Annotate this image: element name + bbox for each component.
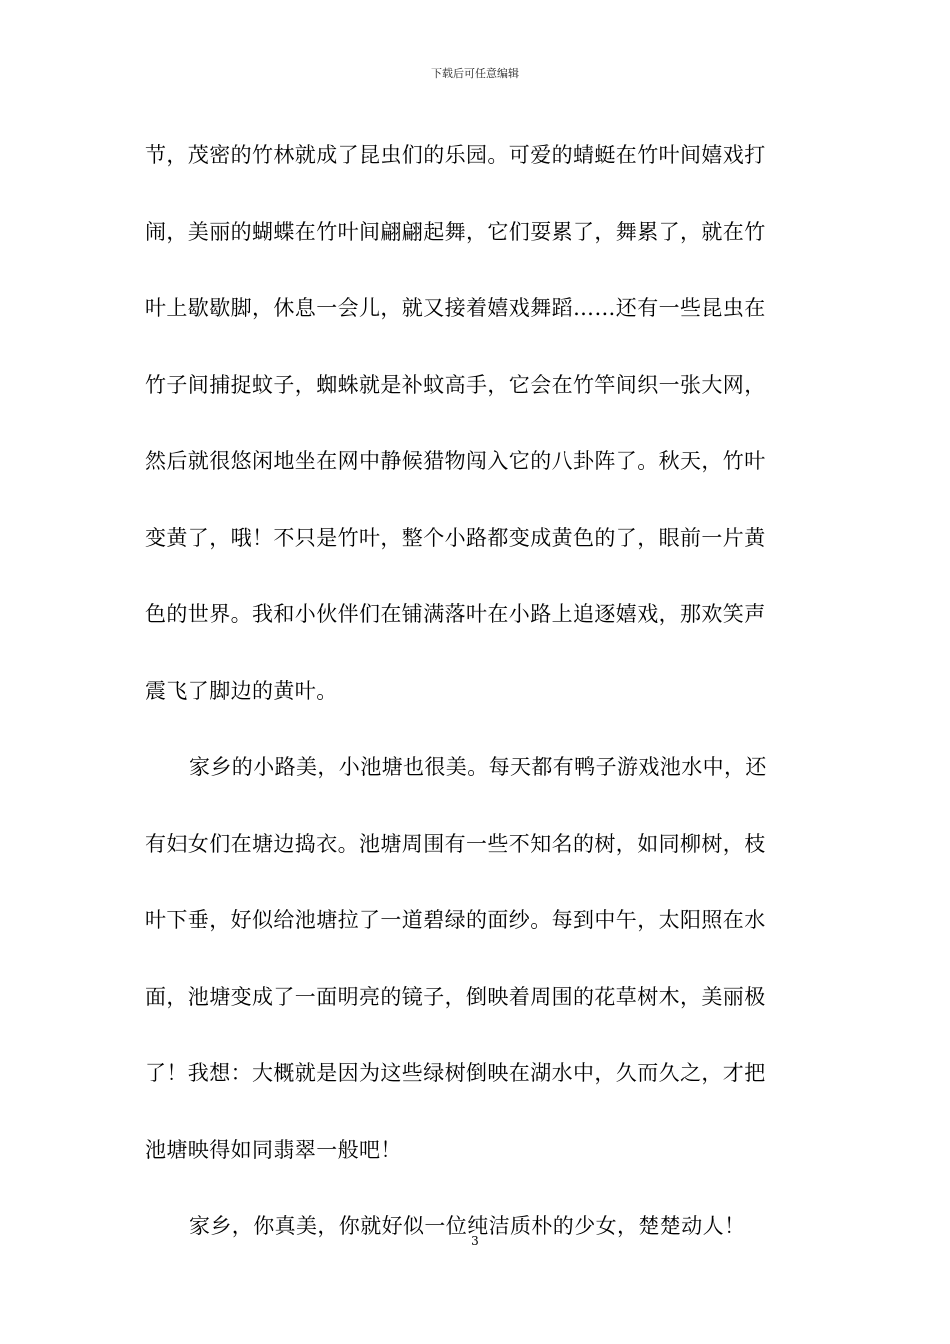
text-line: 叶下垂，好似给池塘拉了一道碧绿的面纱。每到中午，太阳照在水 [145,908,766,932]
text-line: 变黄了，哦！不只是竹叶，整个小路都变成黄色的了，眼前一片黄 [145,525,766,550]
text-line: 了！我想：大概就是因为这些绿树倒映在湖水中，久而久之，才把 [145,1061,766,1085]
paragraph-start-line: 家乡的小路美，小池塘也很美。每天都有鸭子游戏池水中，还 [189,755,767,779]
text-line: 池塘映得如同翡翠一般吧！ [145,1137,402,1162]
text-line: 叶上歇歇脚，休息一会儿，就又接着嬉戏舞蹈……还有一些昆虫在 [145,296,766,320]
paragraph-start-line: 家乡，你真美，你就好似一位纯洁质朴的少女，楚楚动人！ [189,1214,746,1238]
page-number: 3 [471,1234,479,1248]
document-body [145,117,810,1265]
text-line: 竹子间捕捉蚊子，蜘蛛就是补蚊高手，它会在竹竿间织一张大网， [145,372,766,397]
text-line: 然后就很悠闲地坐在网中静候猎物闯入它的八卦阵了。秋天，竹叶 [145,449,766,473]
text-line: 面，池塘变成了一面明亮的镜子，倒映着周围的花草树木，美丽极 [145,984,766,1009]
page-header: 下载后可任意编辑 [431,67,519,80]
text-line: 色的世界。我和小伙伴们在铺满落叶在小路上追逐嬉戏，那欢笑声 [145,602,766,626]
text-line: 节，茂密的竹林就成了昆虫们的乐园。可爱的蜻蜓在竹叶间嬉戏打 [145,143,766,167]
text-line: 闹，美丽的蝴蝶在竹叶间翩翩起舞，它们耍累了，舞累了，就在竹 [145,219,766,244]
text-line: 震飞了脚边的黄叶。 [145,678,338,703]
text-line: 有妇女们在塘边捣衣。池塘周围有一些不知名的树，如同柳树，枝 [145,831,766,856]
